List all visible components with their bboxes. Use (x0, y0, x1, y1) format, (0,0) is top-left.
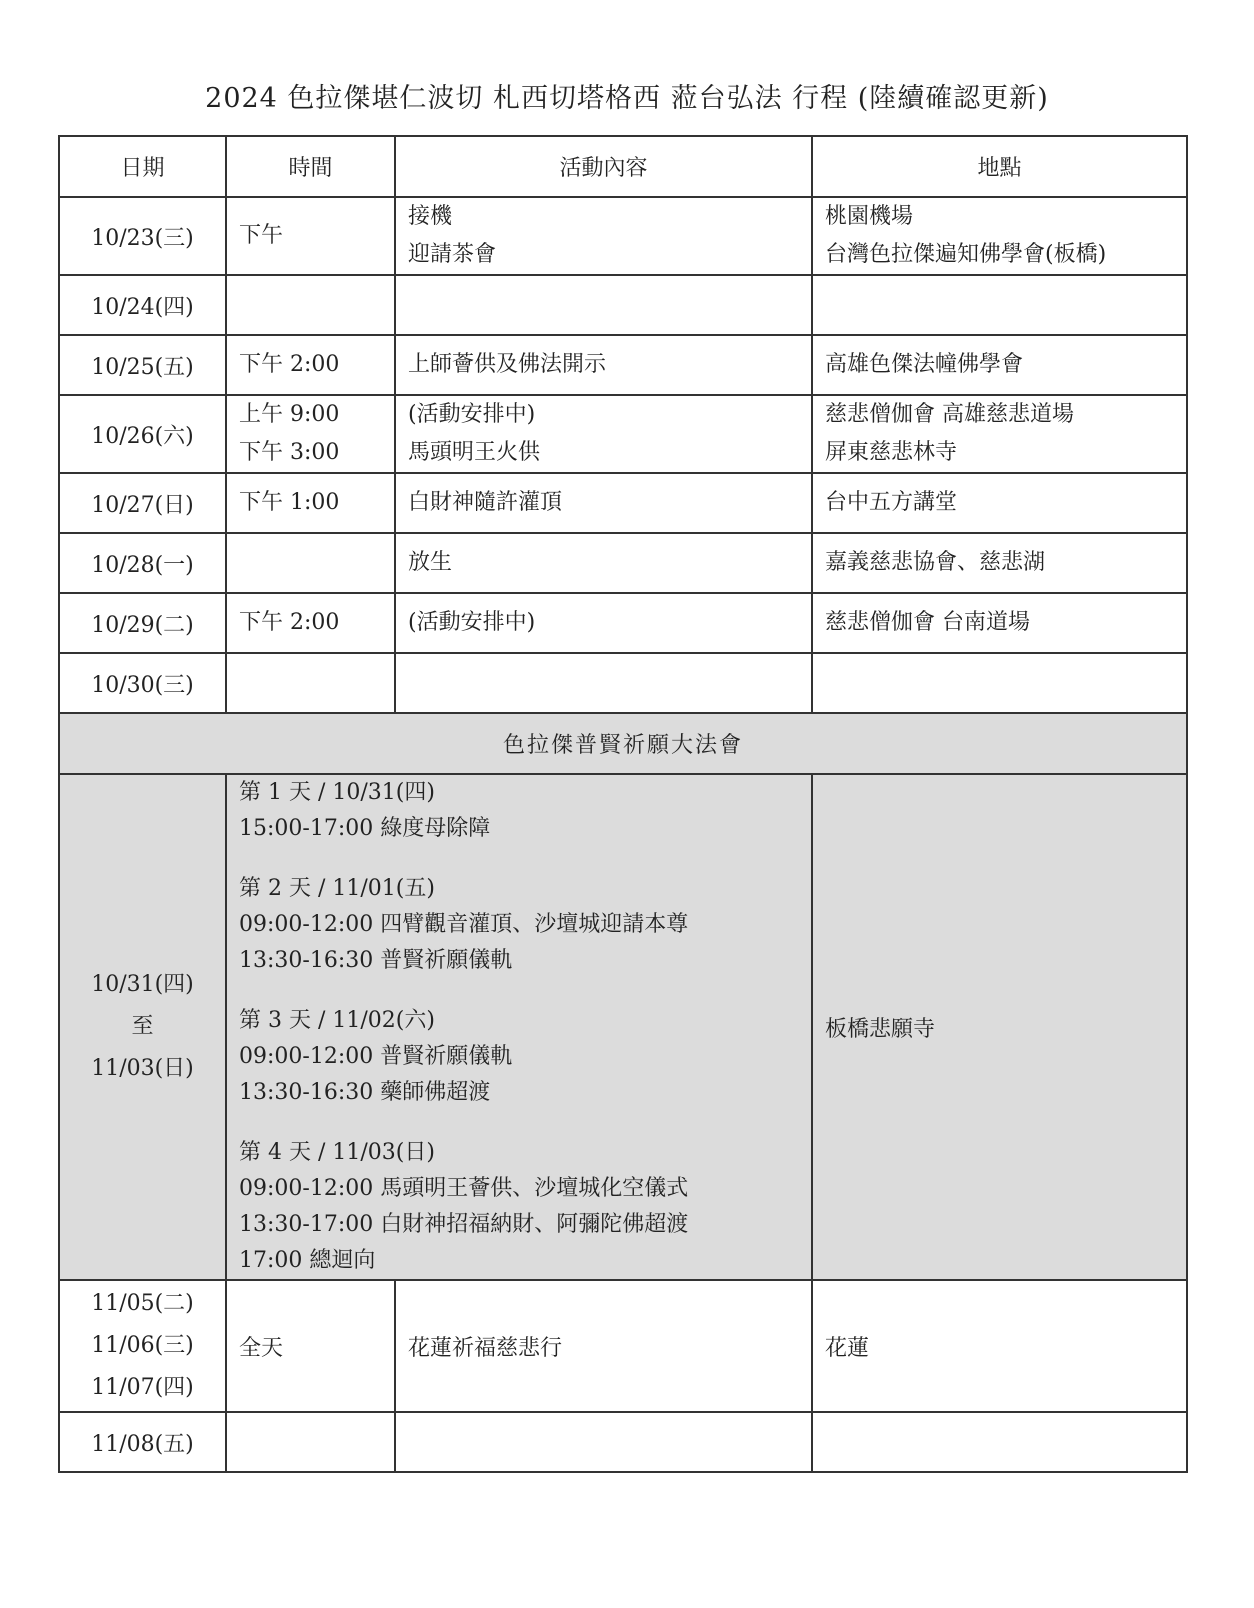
row-place-line: 高雄色傑法幢佛學會 (825, 352, 1024, 377)
festival-session: 13:30-16:30 藥師佛超渡 (239, 1080, 491, 1105)
row-place-line: 嘉義慈悲協會、慈悲湖 (825, 550, 1046, 575)
festival-date-to: 至 (131, 1014, 154, 1039)
row-activity (395, 473, 812, 533)
festival-session: 13:30-17:00 白財神招福納財、阿彌陀佛超渡 (239, 1212, 689, 1237)
festival-place: 板橋悲願寺 (812, 774, 1187, 1280)
row-date: 10/24(四) (59, 275, 226, 335)
row-place-line: 屏東慈悲林寺 (825, 440, 958, 465)
last-row-place (812, 1412, 1187, 1472)
festival-session: 09:00-12:00 馬頭明王薈供、沙壇城化空儀式 (239, 1176, 689, 1201)
hualien-time: 全天 (226, 1280, 395, 1412)
table-row (59, 275, 1187, 335)
row-date: 10/28(一) (59, 533, 226, 593)
row-time-line: 上午 9:00 (239, 402, 340, 427)
hualien-place: 花蓮 (812, 1280, 1187, 1412)
hualien-activity: 花蓮祈福慈悲行 (395, 1280, 812, 1412)
header-place: 地點 (812, 136, 1187, 197)
festival-banner: 色拉傑普賢祈願大法會 (59, 713, 1187, 774)
row-date: 10/25(五) (59, 335, 226, 395)
festival-session: 15:00-17:00 綠度母除障 (239, 816, 491, 841)
row-time (226, 197, 395, 275)
table-row (59, 335, 1187, 395)
row-time (226, 653, 395, 713)
festival-day (239, 1003, 811, 1111)
row-time-line: 下午 1:00 (239, 490, 340, 515)
row-time (226, 335, 395, 395)
row-place-line: 台灣色拉傑遍知佛學會(板橋) (825, 242, 1107, 267)
row-activity (395, 653, 812, 713)
table-row (59, 533, 1187, 593)
header-date: 日期 (59, 136, 226, 197)
header-row (59, 136, 1187, 197)
festival-session: 17:00 總迴向 (239, 1248, 376, 1273)
festival-day (239, 1135, 811, 1279)
row-activity-line: (活動安排中) (408, 610, 536, 635)
row-time-line: 下午 2:00 (239, 610, 340, 635)
row-time-line: 下午 3:00 (239, 440, 340, 465)
hualien-dates (59, 1280, 226, 1412)
hualien-row (59, 1280, 1187, 1412)
festival-session: 13:30-16:30 普賢祈願儀軌 (239, 948, 513, 973)
festival-date-end: 11/03(日) (91, 1056, 194, 1081)
table-row (59, 395, 1187, 473)
row-place (812, 275, 1187, 335)
page-title: 2024 色拉傑堪仁波切 札西切塔格西 蒞台弘法 行程 (陸續確認更新) (205, 83, 1049, 114)
row-place-line: 慈悲僧伽會 高雄慈悲道場 (825, 402, 1074, 427)
row-activity (395, 395, 812, 473)
row-place-line: 慈悲僧伽會 台南道場 (825, 610, 1030, 635)
row-activity-line: 上師薈供及佛法開示 (408, 352, 607, 377)
festival-date-range (59, 774, 226, 1280)
row-date: 10/29(二) (59, 593, 226, 653)
row-activity-line: 接機 (408, 204, 453, 229)
last-row (59, 1412, 1187, 1472)
festival-row (59, 774, 1187, 1280)
festival-banner-row (59, 713, 1187, 774)
row-time-line: 下午 2:00 (239, 352, 340, 377)
festival-day (239, 775, 811, 847)
table-row (59, 197, 1187, 275)
row-activity (395, 593, 812, 653)
hualien-date: 11/05(二) (91, 1291, 194, 1316)
row-activity (395, 335, 812, 395)
row-activity (395, 275, 812, 335)
table-row (59, 473, 1187, 533)
last-row-activity (395, 1412, 812, 1472)
festival-session: 09:00-12:00 普賢祈願儀軌 (239, 1044, 513, 1069)
row-place (812, 197, 1187, 275)
festival-day-heading: 第 1 天 / 10/31(四) (239, 780, 435, 805)
row-time (226, 395, 395, 473)
row-activity-line: 迎請茶會 (408, 242, 497, 267)
festival-day-heading: 第 3 天 / 11/02(六) (239, 1008, 435, 1033)
row-place (812, 533, 1187, 593)
row-activity (395, 533, 812, 593)
row-activity-line: (活動安排中) (408, 402, 536, 427)
row-date: 10/26(六) (59, 395, 226, 473)
row-time (226, 275, 395, 335)
row-place (812, 395, 1187, 473)
header-time: 時間 (226, 136, 395, 197)
row-time-line: 下午 (239, 223, 284, 248)
table-row (59, 653, 1187, 713)
row-date: 10/23(三) (59, 197, 226, 275)
row-date: 10/27(日) (59, 473, 226, 533)
row-place (812, 335, 1187, 395)
festival-day-heading: 第 2 天 / 11/01(五) (239, 876, 435, 901)
row-date: 10/30(三) (59, 653, 226, 713)
last-row-date: 11/08(五) (59, 1412, 226, 1472)
row-place (812, 593, 1187, 653)
row-place (812, 473, 1187, 533)
festival-session: 09:00-12:00 四臂觀音灌頂、沙壇城迎請本尊 (239, 912, 689, 937)
row-place-line: 桃園機場 (825, 204, 914, 229)
row-time (226, 593, 395, 653)
row-activity-line: 馬頭明王火供 (408, 440, 541, 465)
row-activity-line: 放生 (408, 550, 453, 575)
hualien-date: 11/07(四) (91, 1375, 194, 1400)
row-time (226, 533, 395, 593)
festival-program (226, 774, 812, 1280)
row-place (812, 653, 1187, 713)
header-activity: 活動內容 (395, 136, 812, 197)
row-time (226, 473, 395, 533)
row-activity-line: 白財神隨許灌頂 (408, 490, 563, 515)
row-activity (395, 197, 812, 275)
hualien-date: 11/06(三) (91, 1333, 194, 1358)
last-row-time (226, 1412, 395, 1472)
schedule-table (58, 135, 1188, 1473)
table-row (59, 593, 1187, 653)
row-place-line: 台中五方講堂 (825, 490, 958, 515)
festival-day-heading: 第 4 天 / 11/03(日) (239, 1140, 435, 1165)
festival-date-start: 10/31(四) (91, 972, 194, 997)
festival-day (239, 871, 811, 979)
